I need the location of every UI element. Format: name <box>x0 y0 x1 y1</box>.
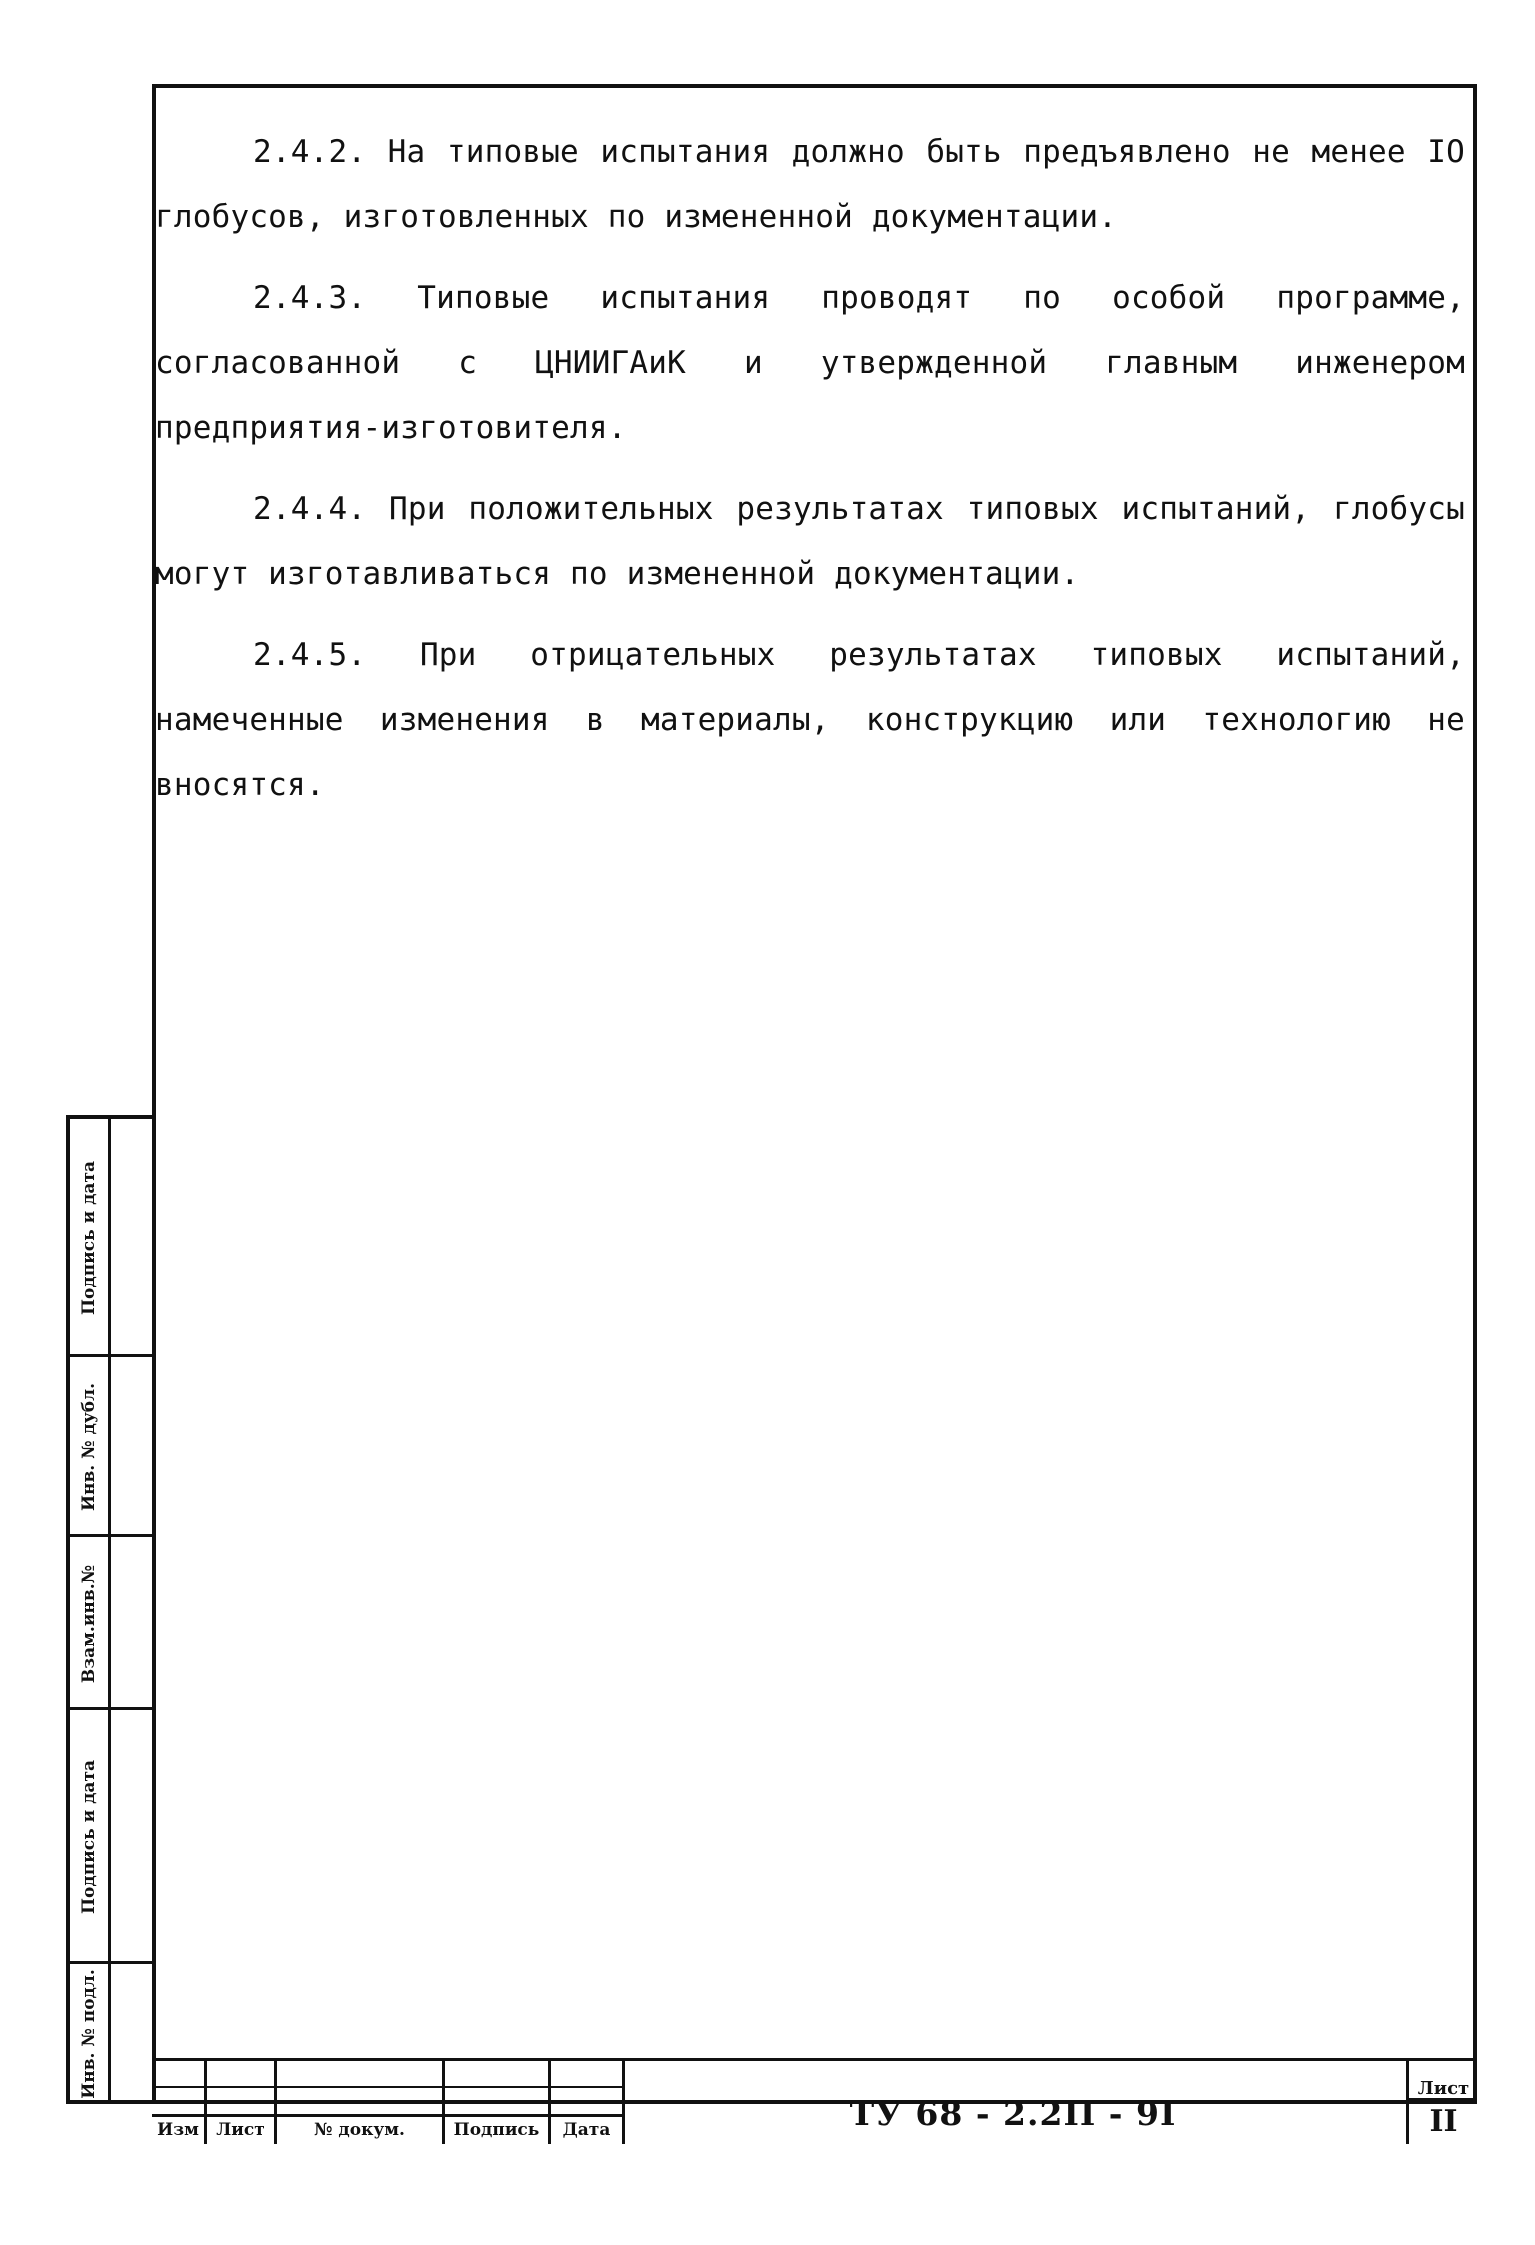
tb-line <box>152 2114 622 2117</box>
tb-col-signature: Подпись <box>453 2120 540 2140</box>
side-row <box>70 1710 152 1964</box>
tb-line <box>152 2086 622 2088</box>
side-label-signature-date-top: Подпись и дата <box>79 1160 100 1316</box>
tb-col-doc-no: № докум. <box>314 2120 405 2140</box>
document-code: ТУ 68 - 2.2II - 9I <box>849 2094 1177 2133</box>
side-label-dup-inv: Инв. № дубл. <box>79 1382 100 1512</box>
paragraph-2-4-2: 2.4.2. На типовые испытания должно быть предъявлено не менее IO глобусов, изготовленных по измененной документации. <box>155 134 1465 235</box>
sheet-label: Лист <box>1417 2078 1470 2099</box>
side-row <box>70 1357 152 1537</box>
tb-col-date: Дата <box>562 2120 611 2140</box>
side-label-replace-inv: Взам.инв.№ <box>79 1564 99 1683</box>
paragraph-2-4-3: 2.4.3. Типовые испытания проводят по особой программе, согласованной с ЦНИИГАиК и утвержденной главным инженером предприятия-изготовителя. <box>155 280 1465 446</box>
paragraph-2-4-4: 2.4.4. При положительных результатах типовых испытаний, глобусы могут изготавливаться по измененной документации. <box>155 491 1465 592</box>
side-label-orig-inv: Инв. № подл. <box>79 1969 100 2099</box>
side-label-signature-date-bottom: Подпись и дата <box>79 1759 100 1915</box>
tb-col-change: Изм <box>157 2120 199 2140</box>
tb-col-sheet: Лист <box>216 2120 265 2140</box>
document-body <box>155 120 1465 834</box>
side-row <box>70 1119 152 1357</box>
side-stamp <box>66 1115 152 2104</box>
paragraph-2-4-5: 2.4.5. При отрицательных результатах типовых испытаний, намеченные изменения в материалы, конструкцию или технологию не вносятся. <box>155 637 1465 803</box>
sheet-number: II <box>1429 2104 1458 2139</box>
tb-line <box>1406 2058 1409 2144</box>
tb-line <box>622 2058 1477 2061</box>
side-row <box>70 1537 152 1710</box>
tb-line <box>152 2058 622 2061</box>
